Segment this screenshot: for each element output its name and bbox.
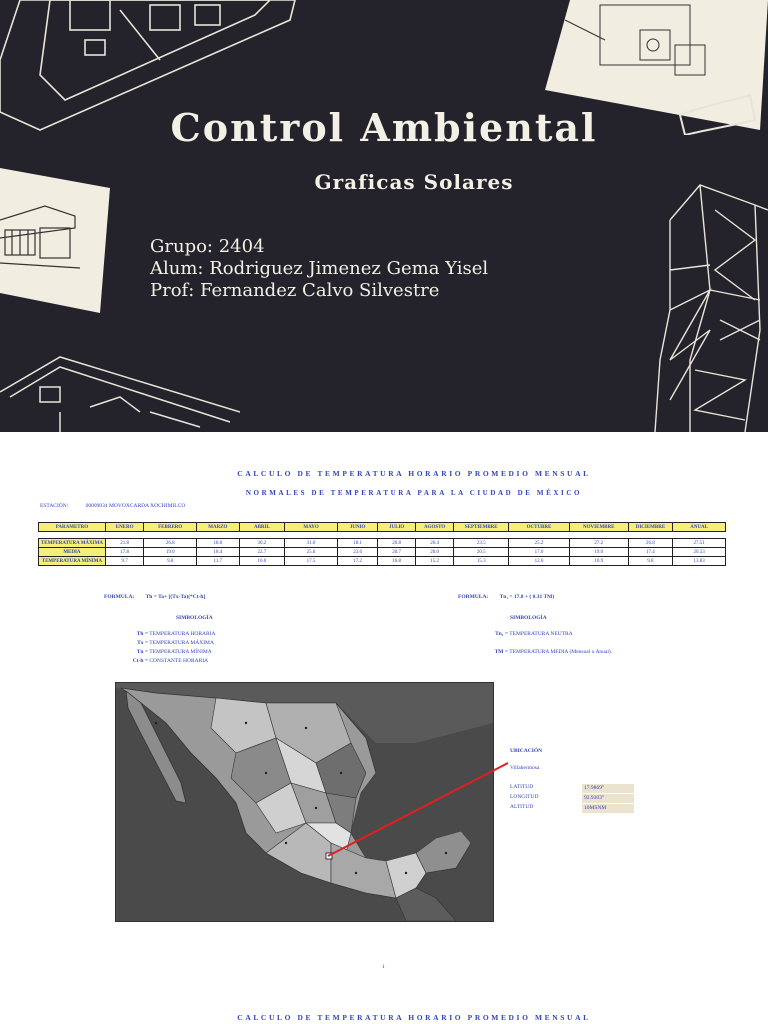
table-header: NOVIEMBRE [569, 523, 628, 532]
table-cell: 16.0 [239, 557, 285, 566]
formula-right-text: Tn₁ = 17.8 + ( 0.31 TM) [499, 594, 555, 600]
station-value: 00009034 MOVOXCARDA XOCHIMILCO [85, 503, 186, 509]
table-header: MAYO [285, 523, 338, 532]
cover-subtitle: Graficas Solares [314, 170, 514, 194]
floor-plan-sketch-bottom-left [0, 352, 240, 432]
table-cell: 27.2 [569, 539, 628, 548]
formula-left-text: Th = Ta+ [(Tx-Ta)(*Ct-h] [145, 594, 206, 600]
table-cell: 25.6 [285, 548, 338, 557]
professor-label: Prof: Fernandez Calvo Silvestre [150, 280, 440, 301]
symbol-text: TEMPERATURA MÍNIMA [149, 649, 212, 655]
location-place: Villahermosa [510, 765, 540, 771]
table-header: DICIEMBRE [628, 523, 673, 532]
row-label: TEMPERATURA MÍNIMA [39, 557, 106, 566]
student-label: Alum: Rodriguez Jimenez Gema Yisel [150, 258, 489, 279]
document-subheading: NORMALES DE TEMPERATURA PARA LA CIUDAD DE MÉXICO [245, 489, 583, 497]
table-cell: 18.1 [337, 539, 378, 548]
table-cell: 26.8 [144, 539, 197, 548]
table-header: JUNIO [337, 523, 378, 532]
table-cell: 20.5 [454, 548, 509, 557]
table-cell: 17.0 [509, 548, 570, 557]
row-label: MEDIA [39, 548, 106, 557]
table-cell: 15.3 [454, 557, 509, 566]
table-header: SEPTIEMBRE [454, 523, 509, 532]
cover-title: Control Ambiental [170, 105, 598, 150]
symbol-text: TEMPERATURA NEUTRA [509, 631, 573, 637]
table-cell: 23.6 [337, 548, 378, 557]
group-label: Grupo: 2404 [150, 236, 265, 257]
symbol-text: CONSTANTE HORARIA [149, 658, 209, 664]
formula-right-label: FORMULA: [458, 594, 489, 600]
document-page [0, 432, 768, 1024]
table-cell: 17.2 [337, 557, 378, 566]
table-cell: 19.0 [569, 548, 628, 557]
table-cell: 26.4 [415, 539, 454, 548]
location-key: LATITUD [510, 784, 534, 790]
symbol-key: Th = [136, 631, 148, 637]
table-cell: 19.0 [144, 548, 197, 557]
footer-heading: CALCULO DE TEMPERATURA HORARIO PROMEDIO MENSUAL [237, 1013, 591, 1022]
simbology-left-label: SIMBOLOGÍA [176, 615, 213, 621]
table-cell: 9.8 [628, 557, 673, 566]
table-cell: 18.4 [197, 548, 240, 557]
table-header: JULIO [378, 523, 415, 532]
symbol-text: TEMPERATURA MEDIA (Mensual o Anual). [509, 649, 613, 655]
table-cell: 9.7 [105, 557, 144, 566]
location-key: LONGITUD [510, 794, 539, 800]
formula-left-label: FORMULA: [104, 594, 135, 600]
table-header: FEBRERO [144, 523, 197, 532]
symbol-text: TEMPERATURA HORARIA [149, 631, 216, 637]
table-cell: 20.33 [673, 548, 726, 557]
table-cell: 26.8 [628, 539, 673, 548]
cover-slide [0, 0, 768, 432]
page-number: 1 [382, 964, 385, 970]
table-cell: 22.7 [239, 548, 285, 557]
location-value: 92.9303° [582, 794, 634, 803]
location-value: 17.9869° [582, 784, 634, 793]
table-header: OCTUBRE [509, 523, 570, 532]
symbol-text: TEMPERATURA MÁXIMA [149, 640, 214, 646]
location-pointer-line [0, 432, 768, 1024]
table-cell: 23.5 [454, 539, 509, 548]
location-key: ALTITUD [510, 804, 534, 810]
table-cell: 20.7 [378, 548, 415, 557]
table-header: ABRIL [239, 523, 285, 532]
table-cell: 30.2 [239, 539, 285, 548]
building-sketch-right [650, 180, 768, 432]
table-cell: 27.51 [673, 539, 726, 548]
table-header: ANUAL [673, 523, 726, 532]
table-cell: 31.0 [285, 539, 338, 548]
symbol-key: Tn₁ = [495, 631, 508, 637]
table-cell: 11.7 [197, 557, 240, 566]
table-cell: 9.8 [144, 557, 197, 566]
table-header: AGOSTO [415, 523, 454, 532]
symbol-key: Tx = [137, 640, 148, 646]
symbol-key: TM = [494, 649, 508, 655]
table-cell: 13.83 [673, 557, 726, 566]
table-header: MARZO [197, 523, 240, 532]
table-header: ENERO [105, 523, 144, 532]
location-heading: UBICACIÓN [510, 748, 543, 754]
document-heading: CALCULO DE TEMPERATURA HORARIO PROMEDIO MENSUAL [237, 469, 591, 478]
table-cell: 15.2 [415, 557, 454, 566]
table-cell: 25.2 [509, 539, 570, 548]
table-cell: 21.8 [105, 539, 144, 548]
simbology-right-label: SIMBOLOGÍA [510, 615, 547, 621]
symbol-key: Tn = [136, 649, 148, 655]
table-cell: 10.9 [569, 557, 628, 566]
table-cell: 17.5 [285, 557, 338, 566]
table-cell: 20.0 [415, 548, 454, 557]
row-label: TEMPERATURA MÁXIMA [39, 539, 106, 548]
table-cell: 12.6 [509, 557, 570, 566]
table-cell: 16.8 [378, 557, 415, 566]
cover-info [150, 236, 488, 302]
table-header: PARAMETRO [39, 523, 106, 532]
location-value: 10MSNM [582, 804, 634, 813]
table-cell: 17.8 [105, 548, 144, 557]
station-label: ESTACIÓN: [40, 503, 69, 509]
symbol-key: Ct-h = [132, 658, 148, 664]
table-cell: 18.0 [197, 539, 240, 548]
table-cell: 26.8 [378, 539, 415, 548]
table-cell: 17.4 [628, 548, 673, 557]
